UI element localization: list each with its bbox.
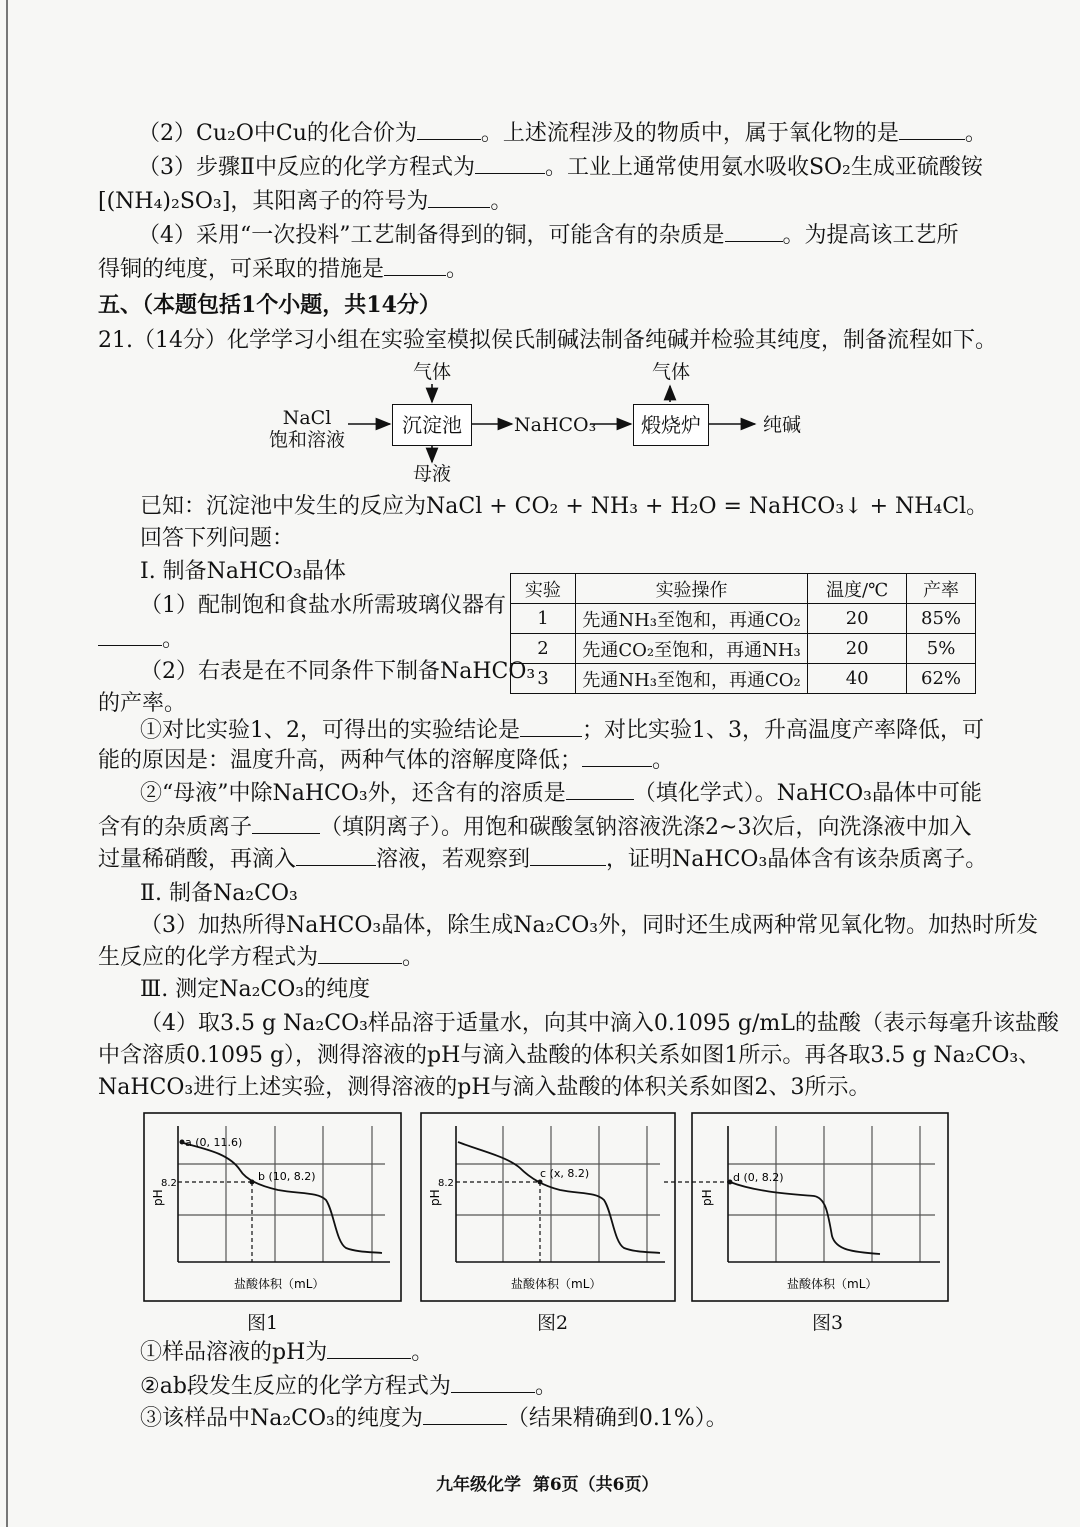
- sub1: （1）配制饱和食盐水所需玻璃仪器有: [140, 593, 506, 618]
- conclusion1: ①对比实验1、2，可得出的实验结论是 ；对比实验1、3，升高温度产率降低，可: [140, 718, 984, 743]
- answer-blank[interactable]: [327, 1338, 411, 1359]
- section-five-title: 五、（本题包括1个小题，共14分）: [98, 292, 441, 318]
- point-a-marker: [180, 1140, 185, 1145]
- q20-part4-cont: 得铜的纯度，可采取的措施是 。: [98, 257, 469, 282]
- point-c-label: c (x, 8.2): [540, 1167, 590, 1180]
- q20-part4: （4）采用“一次投料”工艺制备得到的铜，可能含有的杂质是 。为提高该工艺所: [138, 223, 959, 248]
- flow-input-saturated: 饱和溶液: [268, 429, 345, 451]
- table-header: 产率: [907, 574, 976, 604]
- tick-label: 8.2: [438, 1178, 454, 1189]
- page-footer: 九年级化学 第6页（共6页）: [436, 1475, 659, 1495]
- table-cell: 先通NH₃至饱和，再通CO₂: [575, 604, 807, 634]
- sub2: （2）右表是在不同条件下制备NaHCO₃: [140, 659, 536, 684]
- y-axis-label: pH: [700, 1189, 714, 1206]
- flow-calcining-furnace: 煅烧炉: [633, 404, 709, 446]
- sub3-cont: 生反应的化学方程式为 。: [98, 945, 425, 970]
- figure-3-caption: 图3: [812, 1312, 844, 1334]
- table-cell: 先通CO₂至饱和，再通NH₃: [575, 634, 807, 664]
- conclusion1-cont: 能的原因是：温度升高，两种气体的溶解度降低； 。: [98, 748, 675, 773]
- table-cell: 20: [808, 604, 907, 634]
- point-b-label: b (10, 8.2): [258, 1170, 316, 1183]
- tick-label: 8.2: [161, 1178, 177, 1189]
- sub2-cont: 的产率。: [98, 691, 187, 716]
- table-cell: 85%: [907, 604, 976, 634]
- table-header: 实验操作: [575, 574, 807, 604]
- known-reaction: 已知：沉淀池中发生的反应为NaCl + CO₂ + NH₃ + H₂O = NaHCO₃↓ + NH₄Cl。: [140, 494, 989, 519]
- answer-blank[interactable]: [451, 1372, 535, 1393]
- table-cell: 40: [808, 664, 907, 694]
- point-b-marker: [250, 1180, 255, 1185]
- figure-1: [144, 1113, 401, 1301]
- table-cell: 20: [808, 634, 907, 664]
- part3-title: Ⅲ. 测定Na₂CO₃的纯度: [140, 977, 371, 1002]
- figure-3-grid: [728, 1126, 935, 1262]
- point-d-label: d (0, 8.2): [733, 1171, 784, 1184]
- figure-2-curve: [458, 1142, 660, 1253]
- flow-mother-liquor: 母液: [412, 463, 451, 485]
- q20-part3-cont: [(NH₄)₂SO₃]，其阳离子的符号为 。: [98, 189, 513, 214]
- sub3: （3）加热所得NaHCO₃晶体，除生成Na₂CO₃外，同时还生成两种常见氧化物。加热时所发: [140, 913, 1039, 938]
- q21-intro: 21.（14分）化学学习小组在实验室模拟侯氏制碱法制备纯碱并检验其纯度，制备流程如下。: [98, 328, 997, 353]
- flow-input-nacl: NaCl: [282, 407, 332, 429]
- sub4-cont: 中含溶质0.1095 g），测得溶液的pH与滴入盐酸的体积关系如图1所示。再各取3.5 g Na₂CO₃、: [98, 1043, 1041, 1068]
- table-cell: 62%: [907, 664, 976, 694]
- figure-1-caption: 图1: [247, 1312, 279, 1334]
- conclusion2: ②“母液”中除NaHCO₃外，还含有的溶质是 （填化学式）。NaHCO₃晶体中可能: [140, 781, 982, 806]
- point-d-marker: [728, 1180, 733, 1185]
- figure-2-grid: [456, 1126, 660, 1262]
- subq1: ①样品溶液的pH为 。: [140, 1340, 434, 1365]
- y-axis-label: pH: [428, 1189, 442, 1206]
- flow-sedimentation-tank: 沉淀池: [392, 404, 472, 446]
- flow-gas-in: 气体: [412, 361, 451, 383]
- conclusion2-cont: 含有的杂质离子 （填阴离子）。用饱和碳酸氢钠溶液洗涤2~3次后，向洗涤液中加入: [98, 815, 972, 840]
- table-cell: 5%: [907, 634, 976, 664]
- answer-blank[interactable]: [423, 1404, 507, 1425]
- flow-soda-ash: 纯碱: [762, 414, 801, 436]
- q20-part3: （3）步骤Ⅱ中反应的化学方程式为 。工业上通常使用氨水吸收SO₂生成亚硫酸铵: [138, 155, 983, 180]
- y-axis-label: pH: [151, 1189, 165, 1206]
- figure-3-frame: [692, 1113, 948, 1301]
- flow-nahco3: NaHCO₃: [514, 414, 597, 436]
- table-header: 实验: [511, 574, 576, 604]
- x-axis-label: 盐酸体积（mL）: [234, 1277, 325, 1291]
- figure-3: [664, 1113, 948, 1301]
- part2-title: Ⅱ. 制备Na₂CO₃: [140, 881, 298, 906]
- figure-3-curve: [730, 1182, 880, 1254]
- sub4: （4）取3.5 g Na₂CO₃样品溶于适量水，向其中滴入0.1095 g/mL的盐酸（表示每毫升该盐酸: [140, 1011, 1059, 1036]
- table-cell: 先通NH₃至饱和，再通CO₂: [575, 664, 807, 694]
- conclusion2-cont2: 过量稀硝酸，再滴入 溶液，若观察到 ，证明NaHCO₃晶体含有该杂质离子。: [98, 847, 988, 872]
- point-a-label: a (0, 11.6): [185, 1136, 243, 1149]
- flow-gas-out: 气体: [651, 361, 690, 383]
- figure-2: [421, 1113, 675, 1301]
- table-header: 温度/℃: [808, 574, 907, 604]
- sub4-cont2: NaHCO₃进行上述实验，测得溶液的pH与滴入盐酸的体积关系如图2、3所示。: [98, 1075, 871, 1100]
- x-axis-label: 盐酸体积（mL）: [787, 1277, 878, 1291]
- subq3: ③该样品中Na₂CO₃的纯度为 （结果精确到0.1%）。: [140, 1406, 728, 1431]
- q20-part2: （2）Cu₂O中Cu的化合价为 。上述流程涉及的物质中，属于氧化物的是 。: [138, 121, 987, 146]
- table-cell: 2: [511, 634, 576, 664]
- subq2: ②ab段发生反应的化学方程式为 。: [140, 1374, 557, 1399]
- table-cell: 1: [511, 604, 576, 634]
- figure-2-caption: 图2: [537, 1312, 569, 1334]
- figure-2-frame: [421, 1113, 675, 1301]
- answer-prompt: 回答下列问题：: [140, 526, 295, 551]
- part1-title: Ⅰ. 制备NaHCO₃晶体: [140, 559, 346, 584]
- sub1-cont: 。: [98, 625, 184, 655]
- figure-1-curve: [180, 1142, 382, 1253]
- table-cell: 3: [511, 664, 576, 694]
- point-c-marker: [538, 1180, 543, 1185]
- x-axis-label: 盐酸体积（mL）: [511, 1277, 602, 1291]
